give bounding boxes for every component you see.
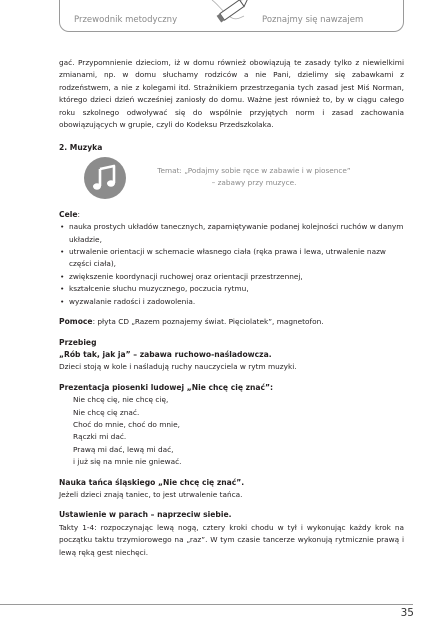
- header-right-title: Poznajmy się nawzajem: [262, 15, 364, 25]
- intro-paragraph: gać. Przypomnienie dzieciom, iż w domu również obowiązują te zasady tylko z niewielkimi zmianami, np. w domu słuchamy rodziców a nie Pani, dzielimy się zabawkami z rodzeństwem, a nie z kolegami itd. Strażnikiem przestrzegania tych zasad jest Miś Norman, którego dzieci dzień wcześniej zaniosły do domu. Ważne jest również to, by w ciągu całego roku szkolnego odwoływać się do wspólnie przyjętych norm i zasad zachowania obowiązujących w grupie, czyli do Kodeksu Przedszkolaka.: [59, 58, 404, 130]
- game-text: Dzieci stoją w kole i naśladują ruchy nauczyciela w rytm muzyki.: [59, 362, 297, 372]
- dance-title: Nauka tańca śląskiego „Nie chcę cię znać”.: [59, 477, 245, 487]
- music-note-icon: [84, 157, 126, 199]
- goals-heading: [59, 209, 404, 221]
- lyric-line: i już się na mnie nie gniewać.: [73, 457, 182, 467]
- list-item: • wyzwalanie radości i zadowolenia.: [59, 296, 404, 308]
- aids-label: Pomoce: [59, 317, 93, 327]
- page-number: 35: [400, 607, 414, 619]
- lyric-line: Nie chcę cię znać.: [73, 407, 140, 417]
- topic-line-2: – zabawy przy muzyce.: [211, 177, 297, 187]
- topic-text: [146, 165, 362, 189]
- topic-line-1: Temat: „Podajmy sobie ręce w zabawie i w piosence”: [157, 165, 351, 175]
- song-title: Prezentacja piosenki ludowej „Nie chcę cię znać”:: [59, 382, 274, 392]
- course-label: Przebieg: [59, 337, 97, 347]
- aids-text: : płyta CD „Razem poznajemy świat. Pięciolatek”, magnetofon.: [92, 317, 324, 327]
- pairs-title: Ustawienie w parach – naprzeciw siebie.: [59, 510, 232, 520]
- game-title: „Rób tak, jak ja” – zabawa ruchowo-naśladowcza.: [59, 349, 272, 359]
- lyric-line: Choć do mnie, choć do mnie,: [73, 419, 180, 429]
- goals-label: Cele: [59, 209, 78, 219]
- page-content: [59, 57, 404, 559]
- footer-divider: [0, 604, 413, 605]
- pencil-icon: [210, 0, 254, 28]
- section-title: 2. Muzyka: [59, 143, 103, 153]
- pairs-text: Takty 1-4: rozpoczynając lewą nogą, cztery kroki chodu w tył i wykonując każdy krok na początku taktu trzymiorowego na „raz”. W tym czasie tancerze wykonują rytmicznie prawą i lewą ręką gest niechęci.: [59, 522, 404, 557]
- song-lyrics: [59, 394, 404, 468]
- dance-text: Jeżeli dzieci znają taniec, to jest utrwalenie tańca.: [59, 489, 243, 499]
- lyric-line: Prawą mi dać, lewą mi dać,: [73, 444, 174, 454]
- running-header: [59, 0, 404, 32]
- goals-colon: :: [77, 209, 80, 219]
- aids-paragraph: [59, 316, 404, 328]
- topic-box: [59, 157, 404, 201]
- list-item: • utrwalenie orientacji w schemacie własnego ciała (ręka prawa i lewa, utrwalenie nazw części ciała),: [59, 246, 404, 271]
- goals-list: [59, 221, 404, 308]
- lyric-line: Nie chcę cię, nie chcę cię,: [73, 395, 169, 405]
- music-icon-circle: [84, 157, 126, 199]
- list-item: • nauka prostych układów tanecznych, zapamiętywanie podanej kolejności ruchów w danym układzie,: [59, 221, 404, 246]
- list-item: • kształcenie słuchu muzycznego, poczucia rytmu,: [59, 283, 404, 295]
- list-item: • zwiększenie koordynacji ruchowej oraz orientacji przestrzennej,: [59, 271, 404, 283]
- header-left-title: Przewodnik metodyczny: [74, 15, 178, 25]
- lyric-line: Rączki mi dać.: [73, 432, 127, 442]
